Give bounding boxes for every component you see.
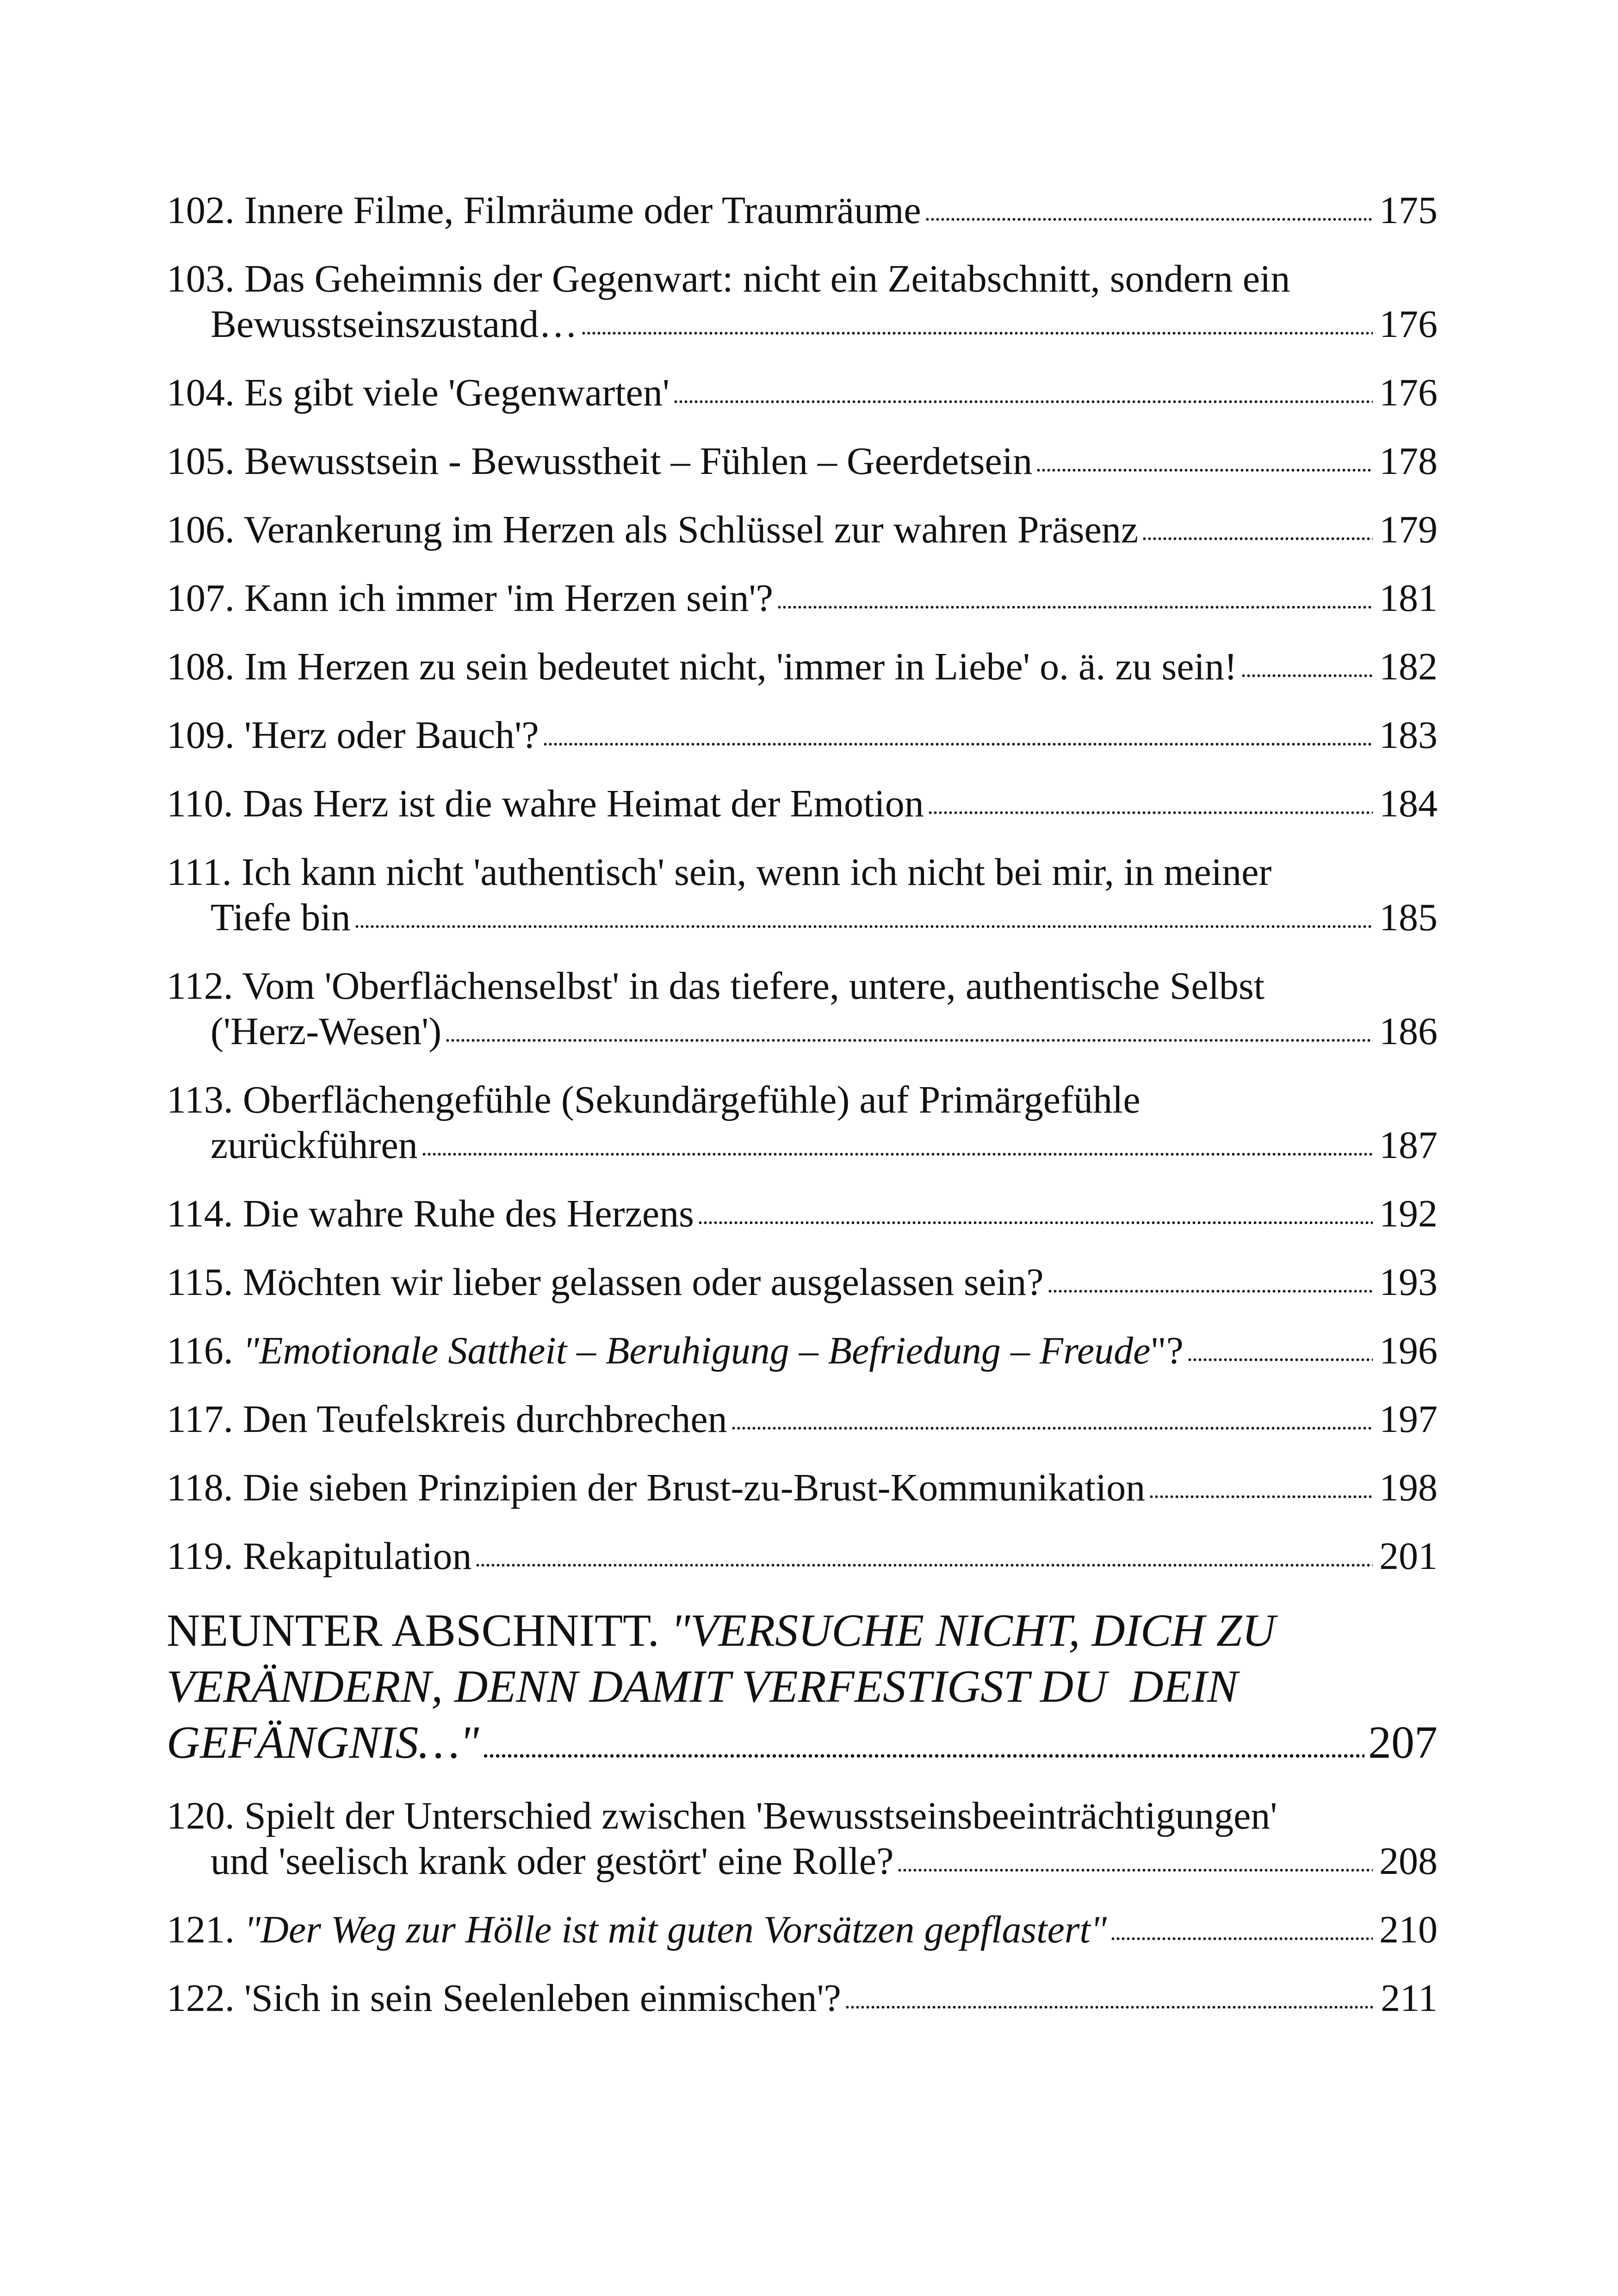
dot-leader xyxy=(422,1143,1373,1157)
dot-leader xyxy=(1187,1349,1373,1363)
toc-entry[interactable] xyxy=(167,1976,1438,2021)
toc-entry-line xyxy=(167,1260,1438,1305)
toc-entry-title: 113. Oberflächengefühle (Sekundärgefühle) auf Primärgefühle xyxy=(167,1078,1141,1121)
dot-leader xyxy=(897,1859,1373,1873)
toc-entry[interactable] xyxy=(167,1793,1438,1884)
page-number: 181 xyxy=(1379,577,1438,620)
toc-entry-title: "Emotionale Sattheit – Beruhigung – Befriedung – Freude xyxy=(242,1329,1151,1372)
dot-leader xyxy=(1036,459,1373,473)
dot-leader xyxy=(731,1417,1373,1431)
toc-entry-title: ('Herz-Wesen') xyxy=(211,1010,442,1053)
toc-entry[interactable] xyxy=(167,1907,1438,1953)
page-number: 211 xyxy=(1381,1977,1438,2020)
toc-entry-line xyxy=(167,1714,1438,1770)
page-number: 186 xyxy=(1379,1010,1438,1053)
toc-entry-title: NEUNTER ABSCHNITT. xyxy=(167,1605,671,1656)
toc-entry-title: 104. Es gibt viele 'Gegenwarten' xyxy=(167,371,670,414)
toc-entry[interactable] xyxy=(167,1397,1438,1442)
toc-entry-line xyxy=(167,1123,1438,1168)
toc-entry[interactable] xyxy=(167,964,1438,1054)
page-number: 176 xyxy=(1379,371,1438,414)
toc-entry-line xyxy=(167,1191,1438,1237)
dot-leader xyxy=(928,802,1373,815)
toc-entry-title: 111. Ich kann nicht 'authentisch' sein, wenn ich nicht bei mir, in meiner xyxy=(167,851,1272,894)
page-number: 198 xyxy=(1379,1466,1438,1509)
page-number: 196 xyxy=(1379,1329,1438,1372)
toc-entry[interactable] xyxy=(167,439,1438,484)
toc-entry-title: Tiefe bin xyxy=(211,896,351,939)
toc-entry[interactable] xyxy=(167,576,1438,621)
toc-entry-title: zurückführen xyxy=(211,1124,418,1167)
page-number: 207 xyxy=(1368,1717,1438,1768)
dot-leader xyxy=(581,322,1373,336)
toc-entry-title: 109. 'Herz oder Bauch'? xyxy=(167,714,539,757)
dot-leader xyxy=(925,208,1373,222)
toc-entry[interactable] xyxy=(167,370,1438,416)
toc-entry-title: 108. Im Herzen zu sein bedeutet nicht, 'immer in Liebe' o. ä. zu sein! xyxy=(167,645,1237,688)
toc-entry-title: 122. 'Sich in sein Seelenleben einmischen'? xyxy=(167,1977,841,2020)
dot-leader xyxy=(1149,1486,1373,1500)
toc-entry-title: "VERSUCHE NICHT, DICH ZU xyxy=(670,1605,1276,1656)
toc-entry[interactable] xyxy=(167,1328,1438,1374)
toc-entry-line xyxy=(167,1328,1438,1374)
dot-leader xyxy=(1048,1280,1373,1294)
toc-entry-title: 106. Verankerung im Herzen als Schlüssel zur wahren Präsenz xyxy=(167,508,1139,551)
toc-entry-line xyxy=(167,1976,1438,2021)
toc-entry-line xyxy=(167,1602,1438,1658)
dot-leader xyxy=(1241,665,1373,678)
toc-entry-line xyxy=(167,507,1438,553)
toc-entry-line xyxy=(167,964,1438,1009)
dot-leader xyxy=(698,1212,1373,1226)
toc-entry-line xyxy=(167,188,1438,233)
toc-entry-line xyxy=(167,781,1438,827)
toc-entry-line xyxy=(167,1009,1438,1054)
toc-entry-title: GEFÄNGNIS…" xyxy=(167,1717,479,1768)
toc-entry[interactable] xyxy=(167,1077,1438,1168)
dot-leader xyxy=(543,733,1373,747)
toc-entry-line xyxy=(167,1839,1438,1884)
toc-entry-line xyxy=(167,713,1438,758)
toc-entry[interactable] xyxy=(167,507,1438,553)
toc-entry-title: 103. Das Geheimnis der Gegenwart: nicht ein Zeitabschnitt, sondern ein xyxy=(167,257,1290,300)
toc-entry[interactable] xyxy=(167,644,1438,690)
dot-leader xyxy=(1110,1928,1373,1941)
dot-leader xyxy=(1142,528,1373,541)
dot-leader xyxy=(777,596,1373,610)
toc-entry-title: 102. Innere Filme, Filmräume oder Traumräume xyxy=(167,189,921,232)
toc-entry-line xyxy=(167,576,1438,621)
toc-entry-line xyxy=(167,895,1438,940)
page-number: 175 xyxy=(1379,189,1438,232)
toc-entry-line xyxy=(167,644,1438,690)
toc-entry-title: 121. xyxy=(167,1908,244,1951)
toc-entry-title: 116. xyxy=(167,1329,243,1372)
toc-entry[interactable] xyxy=(167,1260,1438,1305)
page-number: 182 xyxy=(1379,645,1438,688)
toc-entry-line xyxy=(167,1534,1438,1579)
toc-entry-title: 112. Vom 'Oberflächenselbst' in das tiefere, untere, authentische Selbst xyxy=(167,964,1265,1008)
table-of-contents xyxy=(167,188,1438,2044)
toc-entry-title: und 'seelisch krank oder gestört' eine Rolle? xyxy=(211,1840,894,1883)
page-number: 197 xyxy=(1379,1398,1438,1441)
toc-entry-line xyxy=(167,1077,1438,1123)
page-number: 193 xyxy=(1379,1261,1438,1304)
page-number: 178 xyxy=(1379,440,1438,483)
toc-entry-line xyxy=(167,302,1438,347)
toc-entry-line xyxy=(167,1465,1438,1511)
toc-entry-title: VERÄNDERN, DENN DAMIT VERFESTIGST DU DEIN xyxy=(167,1661,1238,1712)
page-number: 185 xyxy=(1379,896,1438,939)
page-number: 183 xyxy=(1379,714,1438,757)
dot-leader xyxy=(673,391,1373,404)
dot-leader xyxy=(845,1996,1374,2010)
page-number: 176 xyxy=(1379,303,1438,346)
toc-entry-title: "Der Weg zur Hölle ist mit guten Vorsätzen gepflastert" xyxy=(244,1908,1107,1951)
toc-entry[interactable] xyxy=(167,850,1438,940)
page-number: 208 xyxy=(1379,1840,1438,1883)
page-number: 192 xyxy=(1379,1192,1438,1235)
toc-entry[interactable] xyxy=(167,1465,1438,1511)
dot-leader xyxy=(354,915,1373,929)
page-number: 179 xyxy=(1379,508,1438,551)
toc-entry-title: "? xyxy=(1150,1329,1184,1372)
toc-entry[interactable] xyxy=(167,188,1438,233)
toc-entry-title: Bewusstseinszustand… xyxy=(211,303,578,346)
toc-entry-line xyxy=(167,1658,1438,1714)
toc-entry-title: 105. Bewusstsein - Bewusstheit – Fühlen – Geerdetsein xyxy=(167,440,1033,483)
toc-entry[interactable] xyxy=(167,1534,1438,1579)
toc-entry[interactable] xyxy=(167,256,1438,347)
toc-entry-title: 118. Die sieben Prinzipien der Brust-zu-Brust-Kommunikation xyxy=(167,1466,1146,1509)
toc-entry-title: 119. Rekapitulation xyxy=(167,1535,472,1578)
toc-entry-line xyxy=(167,370,1438,416)
dot-leader xyxy=(475,1554,1373,1568)
toc-entry-line xyxy=(167,1907,1438,1953)
toc-entry-line xyxy=(167,1397,1438,1442)
toc-entry-title: 117. Den Teufelskreis durchbrechen xyxy=(167,1398,727,1441)
page-number: 201 xyxy=(1379,1535,1438,1578)
toc-section-heading[interactable] xyxy=(167,1602,1438,1770)
toc-entry-line xyxy=(167,256,1438,302)
toc-entry-title: 107. Kann ich immer 'im Herzen sein'? xyxy=(167,577,773,620)
page-number: 210 xyxy=(1379,1908,1438,1951)
toc-entry-title: 120. Spielt der Unterschied zwischen 'Bewusstseinsbeeinträchtigungen' xyxy=(167,1794,1277,1837)
dot-leader xyxy=(445,1029,1373,1043)
toc-entry[interactable] xyxy=(167,1191,1438,1237)
page-number: 187 xyxy=(1379,1124,1438,1167)
toc-entry-line xyxy=(167,439,1438,484)
toc-entry[interactable] xyxy=(167,713,1438,758)
dot-leader xyxy=(483,1745,1364,1759)
toc-entry-line xyxy=(167,850,1438,895)
toc-entry-title: 114. Die wahre Ruhe des Herzens xyxy=(167,1192,694,1235)
toc-entry-title: 115. Möchten wir lieber gelassen oder ausgelassen sein? xyxy=(167,1261,1044,1304)
toc-entry-title: 110. Das Herz ist die wahre Heimat der Emotion xyxy=(167,782,924,825)
toc-entry-line xyxy=(167,1793,1438,1839)
toc-entry[interactable] xyxy=(167,781,1438,827)
page-number: 184 xyxy=(1379,782,1438,825)
